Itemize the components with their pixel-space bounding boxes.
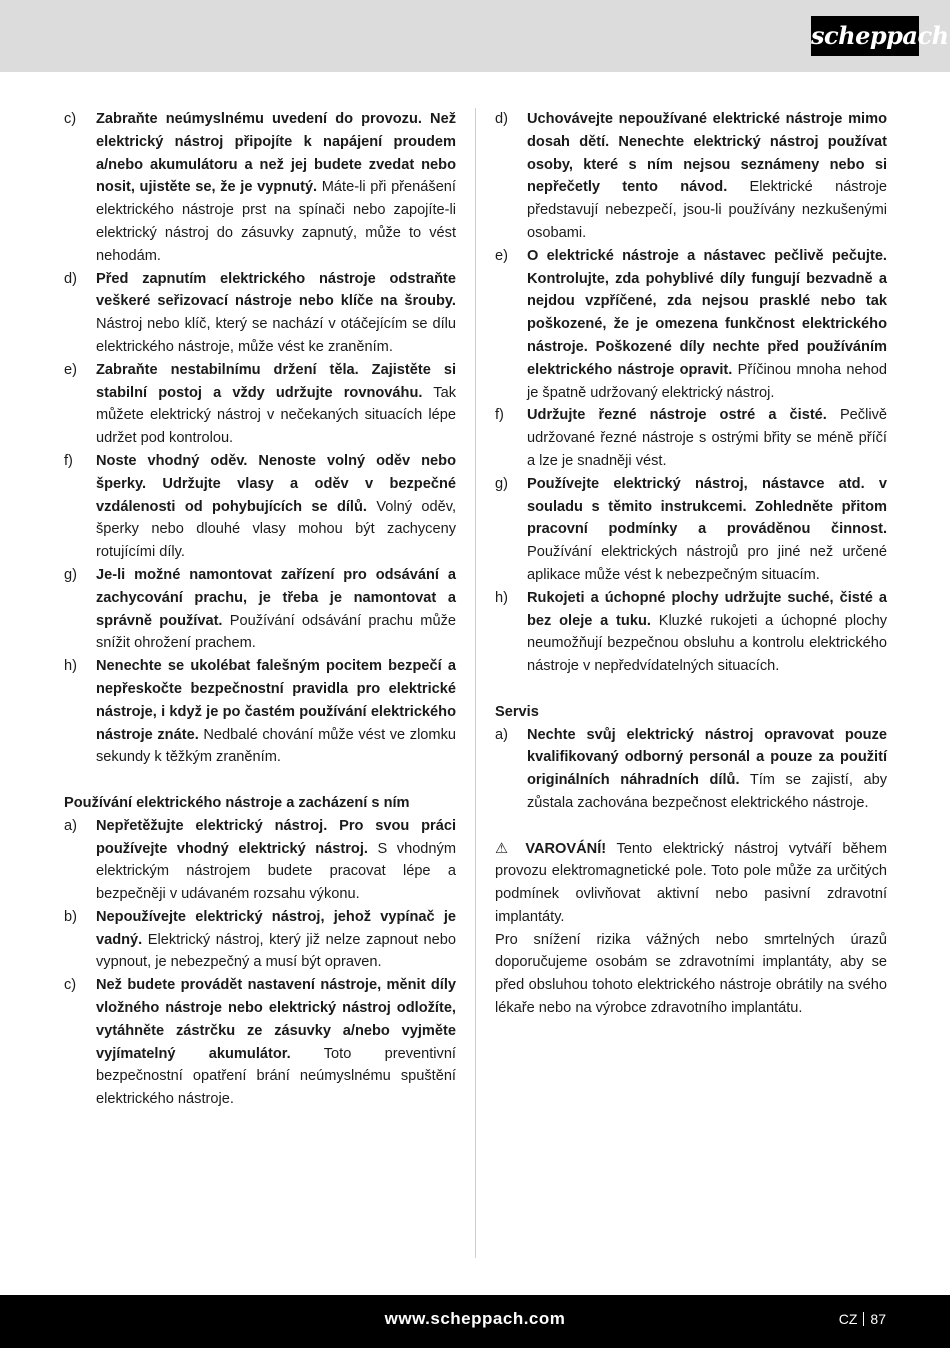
list-item-letter: f) (64, 452, 73, 469)
list-item-letter: a) (495, 726, 508, 743)
list-item-bold-text: Nechte svůj elektrický nástroj opravovat pouze kvalifikovaný odborný personál a pouze za použití originálních náhradních dílů. (527, 726, 887, 789)
page-number (839, 1311, 886, 1327)
list-item-text (96, 108, 456, 268)
list-item (64, 974, 456, 1111)
list-item-bold-text: O elektrické nástroje a nástavec pečlivě pečujte. Kontrolujte, zda pohyblivé díly fungují bezvadně a nejdou vzpříčené, zda nejsou prasklé nebo tak poškozené, že je omezena funkčnost elektrického nástroje. Poškozené díly nechte před používáním elektrického nástroje opravit. (527, 247, 887, 378)
warning-label: VAROVÁNÍ! (525, 840, 607, 857)
list-item-normal-text: Toto preventivní bezpečnostní opatření brání neúmyslnému spuštění elektrického nástroje. (96, 1045, 456, 1108)
list-item-text (527, 473, 887, 587)
list-item-text (96, 564, 456, 655)
list-item-letter: d) (64, 270, 77, 287)
right-column (495, 108, 887, 1020)
list-item (64, 450, 456, 564)
warning-icon: ⚠ (495, 840, 515, 857)
warning-text: Tento elektrický nástroj vytváří během provozu elektromagnetické pole. Toto pole může za určitých podmínek ovlivňovat aktivní nebo pasivní zdravotní implantáty. (495, 840, 887, 925)
list-item (495, 473, 887, 587)
list-item-bold-text: Uchovávejte nepoužívané elektrické nástroje mimo dosah dětí. Nenechte elektrický nástroj používat osoby, které s ním nejsou seznámeny nebo si nepřečetly tento návod. (527, 111, 887, 196)
list-item-letter: b) (64, 908, 77, 925)
warning-paragraph (495, 838, 887, 929)
list-item-letter: g) (495, 475, 508, 492)
list-item-letter: c) (64, 977, 77, 994)
list-item-bold-text: Udržujte řezné nástroje ostré a čisté. (527, 407, 827, 424)
list-item (64, 564, 456, 655)
list-item-letter: a) (64, 817, 77, 834)
list-item-bold-text: Noste vhodný oděv. Nenoste volný oděv nebo šperky. Udržujte vlasy a oděv v bezpečné vzdálenosti od pohybujících se dílů. (96, 452, 456, 515)
list-item-text (527, 245, 887, 405)
list-item-letter: c) (64, 111, 77, 127)
list-item-bold-text: Nepoužívejte elektrický nástroj, jehož vypínač je vadný. (96, 908, 456, 948)
list-item (64, 359, 456, 450)
list-item-normal-text: Máte-li při přenášení elektrického nástroje prst na spínači nebo zapojíte-li elektrický nástroj do zásuvky zapnutý, může to vést nehodám. (96, 179, 456, 264)
list-item-bold-text: Před zapnutím elektrického nástroje odstraňte veškeré seřizovací nástroje nebo klíče na šrouby. (96, 270, 456, 310)
list-item-bold-text: Je-li možné namontovat zařízení pro odsávání a zachycování prachu, je třeba je namontovat a správně používat. (96, 566, 456, 629)
list-item-text (527, 724, 887, 815)
list-item (64, 906, 456, 974)
list-item-text (527, 587, 887, 678)
list-item (495, 404, 887, 472)
list-item-text (96, 450, 456, 564)
separator (863, 1312, 864, 1326)
list-item-bold-text: Používejte elektrický nástroj, nástavce atd. v souladu s těmito instrukcemi. Zohledněte přitom pracovní podmínky a prováděnou činnost. (527, 475, 887, 538)
list-item-text (527, 404, 887, 472)
list-item-letter: g) (64, 566, 77, 583)
list-item-text (96, 655, 456, 769)
footer-website-link[interactable]: www.scheppach.com (384, 1309, 566, 1328)
list-item (495, 245, 887, 405)
list-item-bold-text: Nenechte se ukolébat falešným pocitem bezpečí a nepřeskočte bezpečnostní pravidla pro elektrické nástroje, i když je po častém používání elektrického nástroje znáte. (96, 658, 456, 743)
list-item (495, 108, 887, 245)
list-item-bold-text: Rukojeti a úchopné plochy udržujte suché, čisté a bez oleje a tuku. (527, 589, 887, 629)
list-item-normal-text: Tím se zajistí, aby zůstala zachována bezpečnost elektrického nástroje. (527, 772, 887, 811)
list-item-bold-text: Než budete provádět nastavení nástroje, měnit díly vložného nástroje nebo elektrický nástroj odložíte, vytáhněte zástrčku ze zásuvky a/nebo vyjměte vyjímatelný akumulátor. (96, 977, 456, 1062)
list-item-bold-text: Nepřetěžujte elektrický nástroj. Pro svou práci používejte vhodný elektrický nástroj. (96, 817, 456, 857)
footer (0, 1295, 950, 1348)
list-item (495, 587, 887, 678)
list-item-letter: e) (64, 361, 77, 378)
list-item (64, 815, 456, 906)
list-item-text (96, 268, 456, 359)
header-band (0, 0, 950, 72)
list-item-letter: f) (495, 407, 504, 424)
list-item-text (527, 108, 887, 245)
list-item-normal-text: Příčinou mnoha nehod je špatně udržovaný elektrický nástroj. (527, 361, 887, 401)
section-heading-usage: Používání elektrického nástroje a zacházení s ním (64, 794, 410, 811)
list-item-normal-text: Používání odsávání prachu může snížit ohrožení prachem. (96, 612, 456, 652)
section-heading-service: Servis (495, 703, 539, 720)
list-item-letter: h) (495, 589, 508, 606)
list-item-bold-text: Zabraňte neúmyslnému uvedení do provozu. Než elektrický nástroj připojíte k napájení proudem a/nebo akumulátoru a než jej budete zvedat nebo nosit, ujistěte se, že je vypnutý. (96, 111, 456, 196)
list-item-normal-text: Tak můžete elektrický nástroj v nečekaných situacích lépe udržet pod kontrolou. (96, 384, 456, 447)
list-item-bold-text: Zabraňte nestabilnímu držení těla. Zajistěte si stabilní postoj a vždy udržujte rovnováhu. (96, 361, 456, 401)
list-item (64, 268, 456, 359)
list-item-letter: e) (495, 247, 508, 264)
page-number-value: 87 (870, 1311, 886, 1327)
language-code: CZ (838, 1311, 858, 1327)
list-item-text (96, 815, 456, 906)
list-item-normal-text: Elektrické nástroje představují nebezpečí, jsou-li používány nezkušenými osobami. (527, 179, 887, 241)
list-item-normal-text: Používání elektrických nástrojů pro jiné než určené aplikace může vést k nebezpečným situacím. (527, 544, 887, 583)
list-item-normal-text: Nástroj nebo klíč, který se nachází v otáčejícím se dílu elektrického nástroje, může vést ke zraněním. (96, 316, 456, 355)
list-item-normal-text: Elektrický nástroj, který již nelze zapnout nebo vypnout, je nebezpečný a musí být opraven. (96, 931, 456, 971)
list-item (64, 108, 456, 268)
list-item-normal-text: Kluzké rukojeti a úchopné plochy neumožňují bezpečnou obsluhu a kontrolu elektrického nástroje v nepředvídatelných situacích. (527, 612, 887, 675)
warning-paragraph-2: Pro snížení rizika vážných nebo smrtelných úrazů doporučujeme osobám se zdravotními implantáty, aby se před obsluhou tohoto elektrického nástroje obrátily na svého lékaře nebo na výrobce zdravotního implantátu. (495, 931, 887, 1017)
list-item-text (96, 906, 456, 974)
brand-logo: scheppach (811, 16, 919, 56)
list-item-normal-text: Volný oděv, šperky nebo dlouhé vlasy mohou být zachyceny rotujícími díly. (96, 498, 456, 561)
list-item-normal-text: Nedbalé chování může vést ve zlomku sekundy k těžkým zraněním. (96, 726, 456, 766)
column-divider (475, 108, 476, 1258)
list-item-text (96, 359, 456, 450)
list-item-text (96, 974, 456, 1111)
list-item (64, 655, 456, 769)
list-item (495, 724, 887, 815)
list-item-normal-text: S vhodným elektrickým nástrojem budete pracovat lépe a bezpečněji v udávaném rozsahu výkonu. (96, 840, 456, 903)
list-item-letter: d) (495, 111, 508, 127)
left-column (64, 108, 456, 1111)
list-item-letter: h) (64, 658, 77, 675)
list-item-normal-text: Pečlivě udržované řezné nástroje s ostrými břity se méně příčí a lze je snadněji vést. (527, 407, 887, 469)
